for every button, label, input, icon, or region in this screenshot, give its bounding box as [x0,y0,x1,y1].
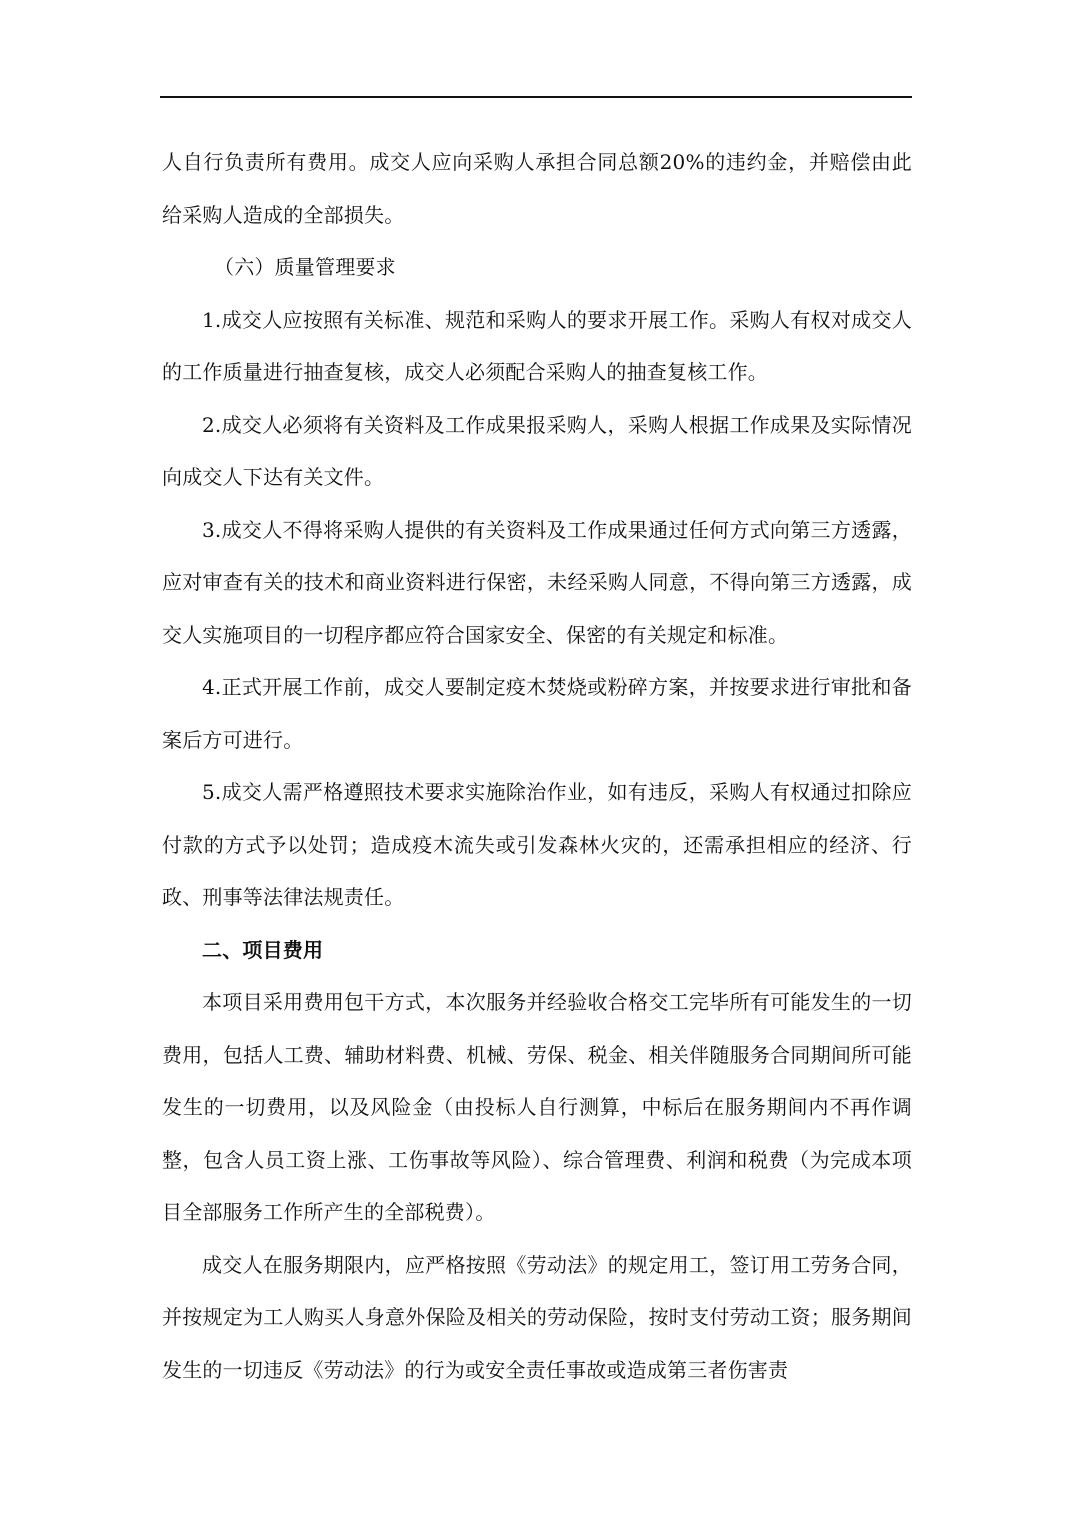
header-rule [160,96,912,98]
paragraph-item-5: 5.成交人需严格遵照技术要求实施除治作业，如有违反，采购人有权通过扣除应付款的方式予以处罚；造成疫木流失或引发森林火灾的，还需承担相应的经济、行政、刑事等法律法规责任。 [162,780,912,909]
document-body [162,136,912,1396]
paragraph-item-4: 4.正式开展工作前，成交人要制定疫木焚烧或粉碎方案，并按要求进行审批和备案后方可进行。 [162,675,912,752]
paragraph-item-1: 1.成交人应按照有关标准、规范和采购人的要求开展工作。采购人有权对成交人的工作质量进行抽查复核，成交人必须配合采购人的抽查复核工作。 [162,307,912,384]
paragraph-cost-scope: 本项目采用费用包干方式，本次服务并经验收合格交工完毕所有可能发生的一切费用，包括人工费、辅助材料费、机械、劳保、税金、相关伴随服务合同期间所可能发生的一切费用，以及风险金（由投标人自行测算，中标后在服务期间内不再作调整，包含人员工资上涨、工伤事故等风险）、综合管理费、利润和税费（为完成本项目全部服务工作所产生的全部税费）。 [162,990,912,1224]
paragraph-item-3: 3.成交人不得将采购人提供的有关资料及工作成果通过任何方式向第三方透露，应对审查有关的技术和商业资料进行保密，未经采购人同意，不得向第三方透露，成交人实施项目的一切程序都应符合国家安全、保密的有关规定和标准。 [162,517,912,647]
section-subheading-quality: （六）质量管理要求 [214,255,396,279]
paragraph-item-2: 2.成交人必须将有关资料及工作成果报采购人，采购人根据工作成果及实际情况向成交人下达有关文件。 [162,412,912,489]
section-heading-project-cost: 二、项目费用 [202,937,324,962]
paragraph-continuation: 人自行负责所有费用。成交人应向采购人承担合同总额20%的违约金，并赔偿由此给采购人造成的全部损失。 [162,150,912,227]
paragraph-labor-law: 成交人在服务期限内，应严格按照《劳动法》的规定用工，签订用工劳务合同，并按规定为工人购买人身意外保险及相关的劳动保险，按时支付劳动工资；服务期间发生的一切违反《劳动法》的行为或安全责任事故或造成第三者伤害责 [162,1252,912,1382]
